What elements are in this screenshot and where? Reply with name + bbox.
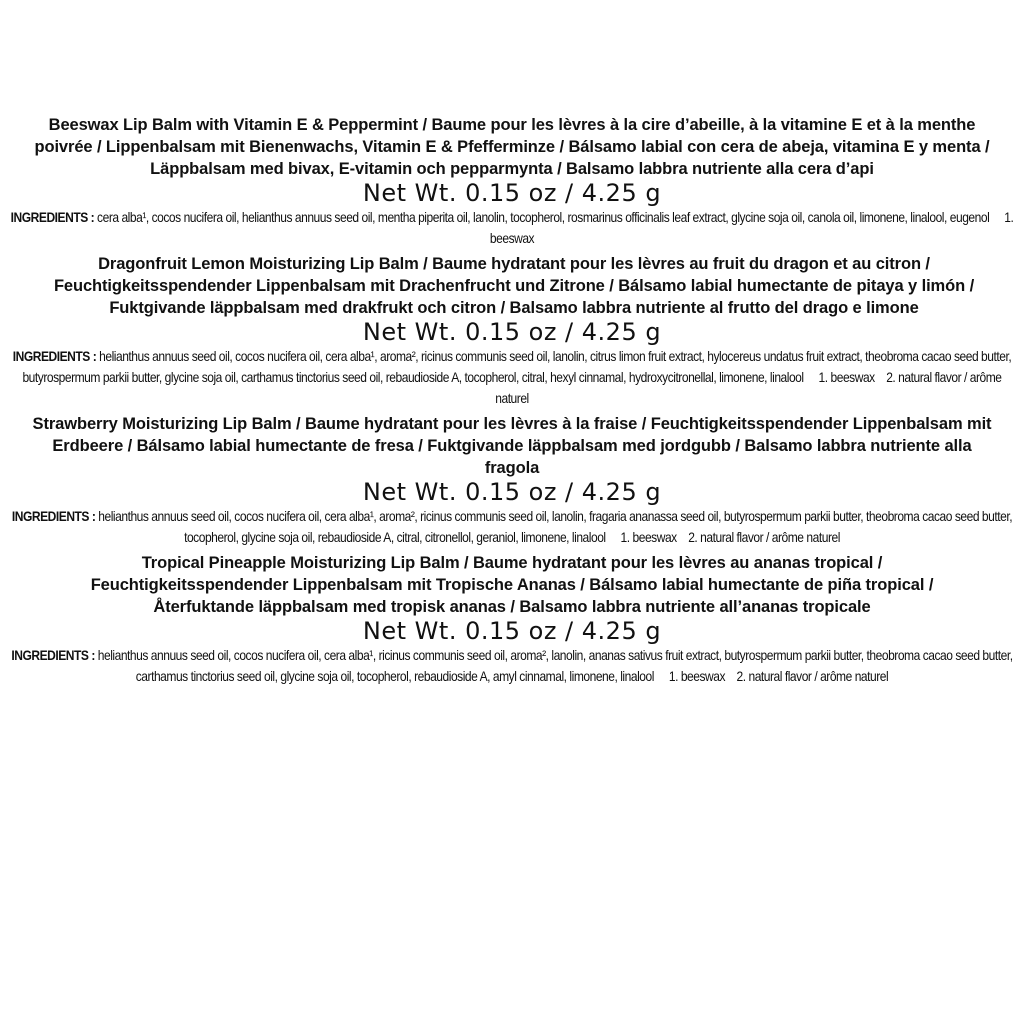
ingredients-list: helianthus annuus seed oil, cocos nucifera oil, cera alba¹, ricinus communis seed oil, aroma², lanolin, ananas sativus fruit extract, butyrospermum parkii butter, theobroma cacao seed butter, carthamus tinctorius seed oil, glycine soja oil, tocopherol, rebaudioside A, amyl cinnamal, limonene, linalool — [97, 647, 1013, 684]
net-weight: Net Wt. 0.15 oz / 4.25 g — [362, 617, 662, 645]
product-title: Beeswax Lip Balm with Vitamin E & Peppermint / Baume pour les lèvres à la cire d’abeille, à la vitamine E et à la menthe poivrée / Lippenbalsam mit Bienenwachs, Vitamin E & Pfefferminze / Bálsamo labial con cera de abeja, vitamina E y menta / Läppbalsam med bivax, E-vitamin och pepparmynta / Balsamo labbra nutriente alla cera d’api — [34, 116, 990, 178]
product-title: Strawberry Moisturizing Lip Balm / Baume hydratant pour les lèvres à la fraise / Feuchtigkeitsspendender Lippenbalsam mit Erdbeere / Bálsamo labial humectante de fresa / Fuktgivande läppbalsam med jordgubb / Balsamo labbra nutriente alla fragola — [32, 415, 992, 477]
product-tropical-pineapple — [0, 552, 1024, 687]
ingredients-block — [5, 207, 1020, 249]
ingredients-block — [5, 346, 1020, 409]
ingredients-list: helianthus annuus seed oil, cocos nucifera oil, cera alba¹, aroma², ricinus communis seed oil, lanolin, fragaria ananassa seed oil, butyrospermum parkii butter, theobroma cacao seed butter, tocopherol, glycine soja oil, rebaudioside A, citral, citronellol, geraniol, limonene, linalool — [98, 508, 1013, 545]
ingredients-label: INGREDIENTS : — [11, 647, 95, 663]
footnote-natural-flavor: 2. natural flavor / arôme naturel — [688, 529, 840, 545]
footnote-natural-flavor: 2. natural flavor / arôme naturel — [495, 369, 1002, 406]
net-weight: Net Wt. 0.15 oz / 4.25 g — [362, 179, 662, 207]
ingredients-label: INGREDIENTS : — [10, 209, 95, 225]
ingredients-label: INGREDIENTS : — [12, 348, 97, 364]
ingredients-block — [5, 506, 1020, 548]
ingredients-block — [5, 645, 1020, 687]
product-title: Tropical Pineapple Moisturizing Lip Balm / Baume hydratant pour les lèvres au ananas tropical / Feuchtigkeitsspendender Lippenbalsam mit Tropische Ananas / Bálsamo labial humectante de piña tropical / Återfuktande läppbalsam med tropisk ananas / Balsamo labbra nutriente all’ananas tropicale — [90, 554, 934, 616]
footnote-beeswax: 1. beeswax — [620, 529, 677, 545]
ingredients-list: cera alba¹, cocos nucifera oil, helianthus annuus seed oil, mentha piperita oil, lanolin, tocopherol, rosmarinus officinalis leaf extract, glycine soja oil, canola oil, limonene, linalool, eugenol — [97, 209, 990, 225]
product-dragonfruit-lemon — [0, 253, 1024, 409]
net-weight: Net Wt. 0.15 oz / 4.25 g — [362, 318, 662, 346]
ingredients-list: helianthus annuus seed oil, cocos nucifera oil, cera alba¹, aroma², ricinus communis seed oil, lanolin, citrus limon fruit extract, hylocereus undatus fruit extract, theobroma cacao seed butter, butyrospermum parkii butter, glycine soja oil, carthamus tinctorius seed oil, rebaudioside A, tocopherol, citral, hexyl cinnamal, hydroxycitronellal, limonene, linalool — [22, 348, 1012, 385]
product-title: Dragonfruit Lemon Moisturizing Lip Balm / Baume hydratant pour les lèvres au fruit du dragon et au citron / Feuchtigkeitsspendender Lippenbalsam mit Drachenfrucht und Zitrone / Bálsamo labial humectante de pitaya y limón / Fuktgivande läppbalsam med drakfrukt och citron / Balsamo labbra nutriente al frutto del drago e limone — [53, 255, 975, 317]
footnote-beeswax: 1. beeswax — [818, 369, 875, 385]
net-weight: Net Wt. 0.15 oz / 4.25 g — [362, 478, 662, 506]
ingredients-label: INGREDIENTS : — [11, 508, 96, 524]
footnote-natural-flavor: 2. natural flavor / arôme naturel — [736, 668, 889, 684]
footnote-beeswax: 1. beeswax — [668, 668, 726, 684]
label-content — [0, 114, 1024, 691]
product-strawberry — [0, 413, 1024, 548]
product-beeswax — [0, 114, 1024, 249]
footnote-beeswax: 1. beeswax — [489, 209, 1014, 246]
